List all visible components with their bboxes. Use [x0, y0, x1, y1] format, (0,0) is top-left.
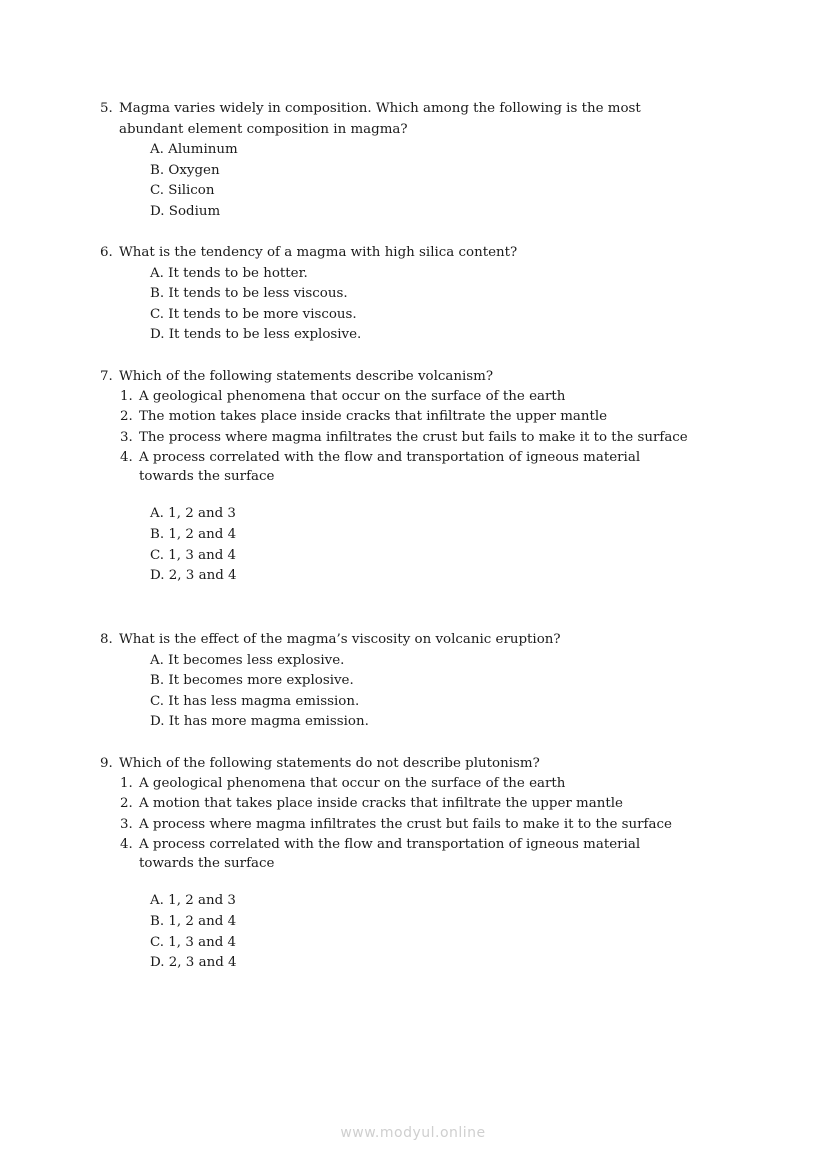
statement-item	[120, 816, 696, 835]
statement-item	[120, 388, 696, 407]
question-stem	[100, 99, 696, 140]
answer-option: C. It tends to be more viscous.	[150, 306, 357, 322]
answer-options	[100, 504, 696, 586]
answer-option: D. 2, 3 and 4	[150, 955, 237, 971]
statement-number: 3.	[120, 429, 133, 445]
statement-number: 2.	[120, 796, 133, 812]
answer-option: D. It tends to be less explosive.	[150, 327, 362, 343]
answer-options	[100, 140, 696, 222]
statement-text: A process correlated with the flow and transportation of igneous material towards the surface	[139, 837, 641, 871]
question-stem	[100, 754, 696, 775]
answer-option: B. It becomes more explosive.	[150, 673, 354, 689]
question-text: Magma varies widely in composition. Which among the following is the most abundant element composition in magma?	[119, 101, 641, 137]
statement-number: 4.	[120, 837, 133, 853]
statement-text: The motion takes place inside cracks that infiltrate the upper mantle	[139, 409, 608, 425]
statement-text: A geological phenomena that occur on the surface of the earth	[139, 388, 566, 404]
answer-options	[100, 264, 696, 346]
answer-option: B. Oxygen	[150, 162, 220, 178]
answer-option: D. Sodium	[150, 203, 221, 219]
watermark: www.modyul.online	[340, 1125, 486, 1141]
statement-item	[120, 836, 696, 873]
question-7	[100, 367, 696, 587]
statement-item	[120, 775, 696, 794]
question-number: 7.	[100, 369, 113, 384]
question-5	[100, 99, 696, 223]
question-stem	[100, 367, 696, 388]
answer-options	[100, 891, 696, 973]
question-number: 5.	[100, 101, 113, 116]
statement-text: A geological phenomena that occur on the surface of the earth	[139, 775, 566, 791]
statement-item	[120, 408, 696, 427]
statement-item	[120, 795, 696, 814]
question-number: 8.	[100, 632, 113, 647]
answer-option: C. 1, 3 and 4	[150, 934, 237, 950]
answer-option: C. Silicon	[150, 183, 215, 199]
statement-text: The process where magma infiltrates the crust but fails to make it to the surface	[139, 429, 688, 445]
answer-options	[100, 651, 696, 733]
question-text: Which of the following statements do not describe plutonism?	[119, 756, 540, 771]
answer-option: C. 1, 3 and 4	[150, 547, 237, 563]
statement-text: A process where magma infiltrates the crust but fails to make it to the surface	[139, 816, 672, 832]
question-stem	[100, 630, 696, 651]
statement-item	[120, 429, 696, 448]
question-text: What is the effect of the magma’s viscosity on volcanic eruption?	[119, 632, 561, 647]
statement-number: 4.	[120, 450, 133, 466]
question-stem	[100, 243, 696, 264]
answer-option: C. It has less magma emission.	[150, 693, 360, 709]
statement-item	[120, 449, 696, 486]
answer-option: A. 1, 2 and 3	[150, 893, 236, 909]
question-text: What is the tendency of a magma with high silica content?	[119, 245, 518, 260]
answer-option: A. It tends to be hotter.	[150, 265, 308, 281]
statement-list	[100, 388, 696, 487]
question-text: Which of the following statements describe volcanism?	[119, 369, 494, 384]
answer-option: A. It becomes less explosive.	[150, 652, 345, 668]
statement-number: 1.	[120, 775, 133, 791]
question-number: 6.	[100, 245, 113, 260]
statement-number: 2.	[120, 409, 133, 425]
question-6	[100, 243, 696, 346]
answer-option: D. It has more magma emission.	[150, 714, 369, 730]
answer-option: A. 1, 2 and 3	[150, 506, 236, 522]
statement-text: A motion that takes place inside cracks that infiltrate the upper mantle	[139, 796, 623, 812]
answer-option: B. 1, 2 and 4	[150, 913, 237, 929]
answer-option: D. 2, 3 and 4	[150, 568, 237, 584]
statement-number: 3.	[120, 816, 133, 832]
answer-option: A. Aluminum	[150, 142, 238, 158]
answer-option: B. 1, 2 and 4	[150, 526, 237, 542]
statement-text: A process correlated with the flow and transportation of igneous material towards the surface	[139, 450, 641, 484]
question-9	[100, 754, 696, 974]
question-8	[100, 630, 696, 733]
statement-list	[100, 775, 696, 874]
statement-number: 1.	[120, 388, 133, 404]
question-number: 9.	[100, 756, 113, 771]
answer-option: B. It tends to be less viscous.	[150, 286, 348, 302]
